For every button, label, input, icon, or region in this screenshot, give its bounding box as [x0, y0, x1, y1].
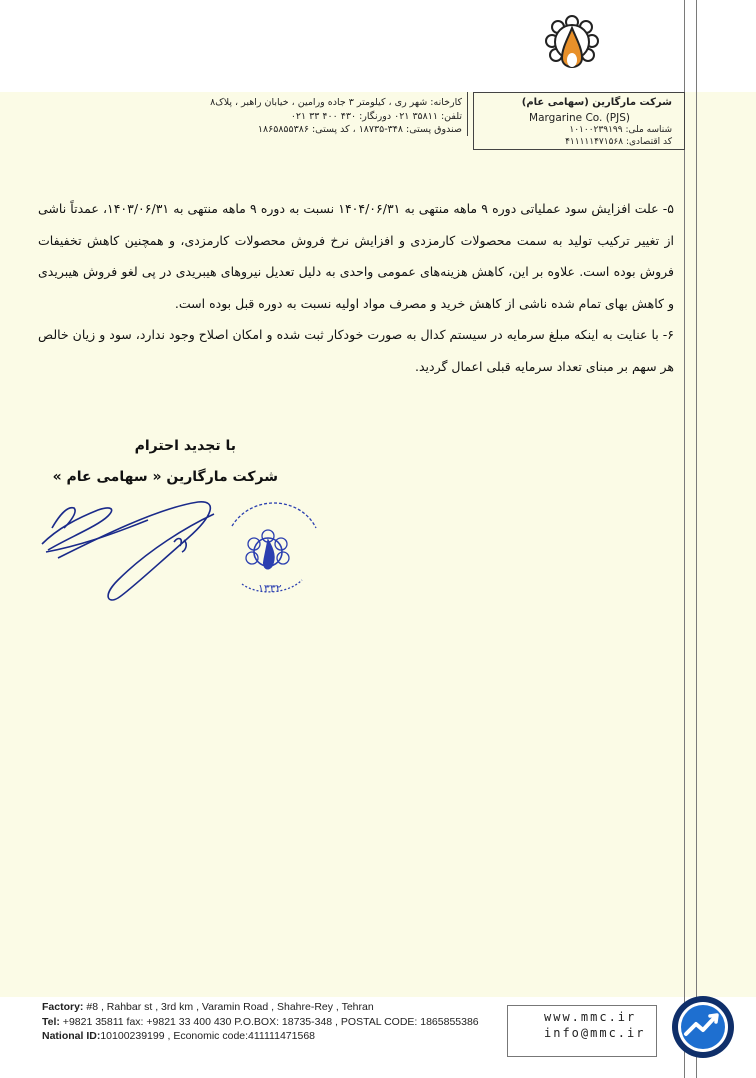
website-link[interactable]: www.mmc.ir	[544, 1010, 637, 1024]
factory-label: Factory:	[42, 1001, 84, 1013]
letter-body	[38, 193, 674, 382]
company-name-fa: شرکت مارگارین (سهامی عام)	[521, 97, 672, 108]
national-id-label: National ID:	[42, 1030, 101, 1042]
header-band	[0, 0, 756, 92]
signature-stamp-area	[38, 488, 348, 608]
company-seal-stamp-icon	[232, 503, 316, 595]
chart-trend-badge-icon	[670, 994, 736, 1060]
phone-fax: تلفن: ۳۵۸۱۱ ۰۲۱ دورنگار: ۴۳۰ ۴۰۰ ۳۳ ۰۲۱	[290, 111, 462, 122]
national-id-value: 10100239199 , Economic code:411111471568	[100, 1030, 315, 1042]
economic-code: کد اقتصادی: ۴۱۱۱۱۱۴۷۱۵۶۸	[565, 137, 672, 147]
tel-fax-postal: +9821 35811 fax: +9821 33 400 430 P.O.BOX: 18735-348 , POSTAL CODE: 1865855386	[59, 1015, 479, 1028]
tel-label: Tel:	[42, 1015, 60, 1028]
company-logo-icon	[544, 14, 600, 86]
company-name-en: Margarine Co. (PJS)	[529, 112, 630, 124]
factory-address-en: #8 , Rahbar st , 3rd km , Varamin Road , Shahre-Rey , Tehran	[83, 1001, 374, 1013]
svg-text:۱۳۳۲: ۱۳۳۲	[258, 582, 282, 595]
signature-icon	[42, 502, 214, 600]
company-info-box	[473, 92, 685, 150]
paragraph-5: ۵- علت افزایش سود عملیاتی دوره ۹ ماهه منتهی به ۱۴۰۴/۰۶/۳۱ نسبت به دوره ۹ ماهه منتهی به ۱۴۰۳/۰۶/۳۱، عمدتاً ناشی از تغییر ترکیب تولید به سمت محصولات کارمزدی و افزایش نرخ فروش محصولات کارمزدی، و همچنین کاهش تخفیفات فروش بوده است. علاوه بر این، کاهش هزینه‌های عمومی واحدی به دلیل تعدیل نیروهای هیبریدی در پی لغو فروش هیبریدی و کاهش بهای تمام شده ناشی از کاهش خرید و مصرف مواد اولیه نسبت به دوره قبل بوده است.	[38, 201, 674, 311]
postal-info: صندوق پستی: ۳۴۸-۱۸۷۳۵ ، کد پستی: ۱۸۶۵۸۵۵۳۸۶	[257, 124, 462, 135]
footer-contact	[42, 1000, 479, 1044]
paragraph-6: ۶- با عنایت به اینکه مبلغ سرمایه در سیستم کدال به صورت خودکار ثبت شده و امکان اصلاح وجود ندارد، سود و زیان خالص هر سهم بر مبنای تعداد سرمایه قبلی اعمال گردید.	[38, 327, 674, 374]
national-id: شناسه ملی: ۱۰۱۰۰۲۳۹۱۹۹	[569, 125, 672, 135]
closing-company: شرکت مارگارین « سهامی عام »	[52, 469, 278, 485]
margin-line	[684, 0, 685, 1078]
factory-address: کارخانه: شهر ری ، کیلومتر ۳ جاده ورامین ، خیابان راهبر ، پلاک۸	[210, 97, 462, 108]
header-divider	[467, 92, 468, 136]
email-link[interactable]: info@mmc.ir	[544, 1026, 646, 1040]
closing-regards: با تجدید احترام	[134, 438, 236, 454]
margin-line	[696, 0, 697, 1078]
